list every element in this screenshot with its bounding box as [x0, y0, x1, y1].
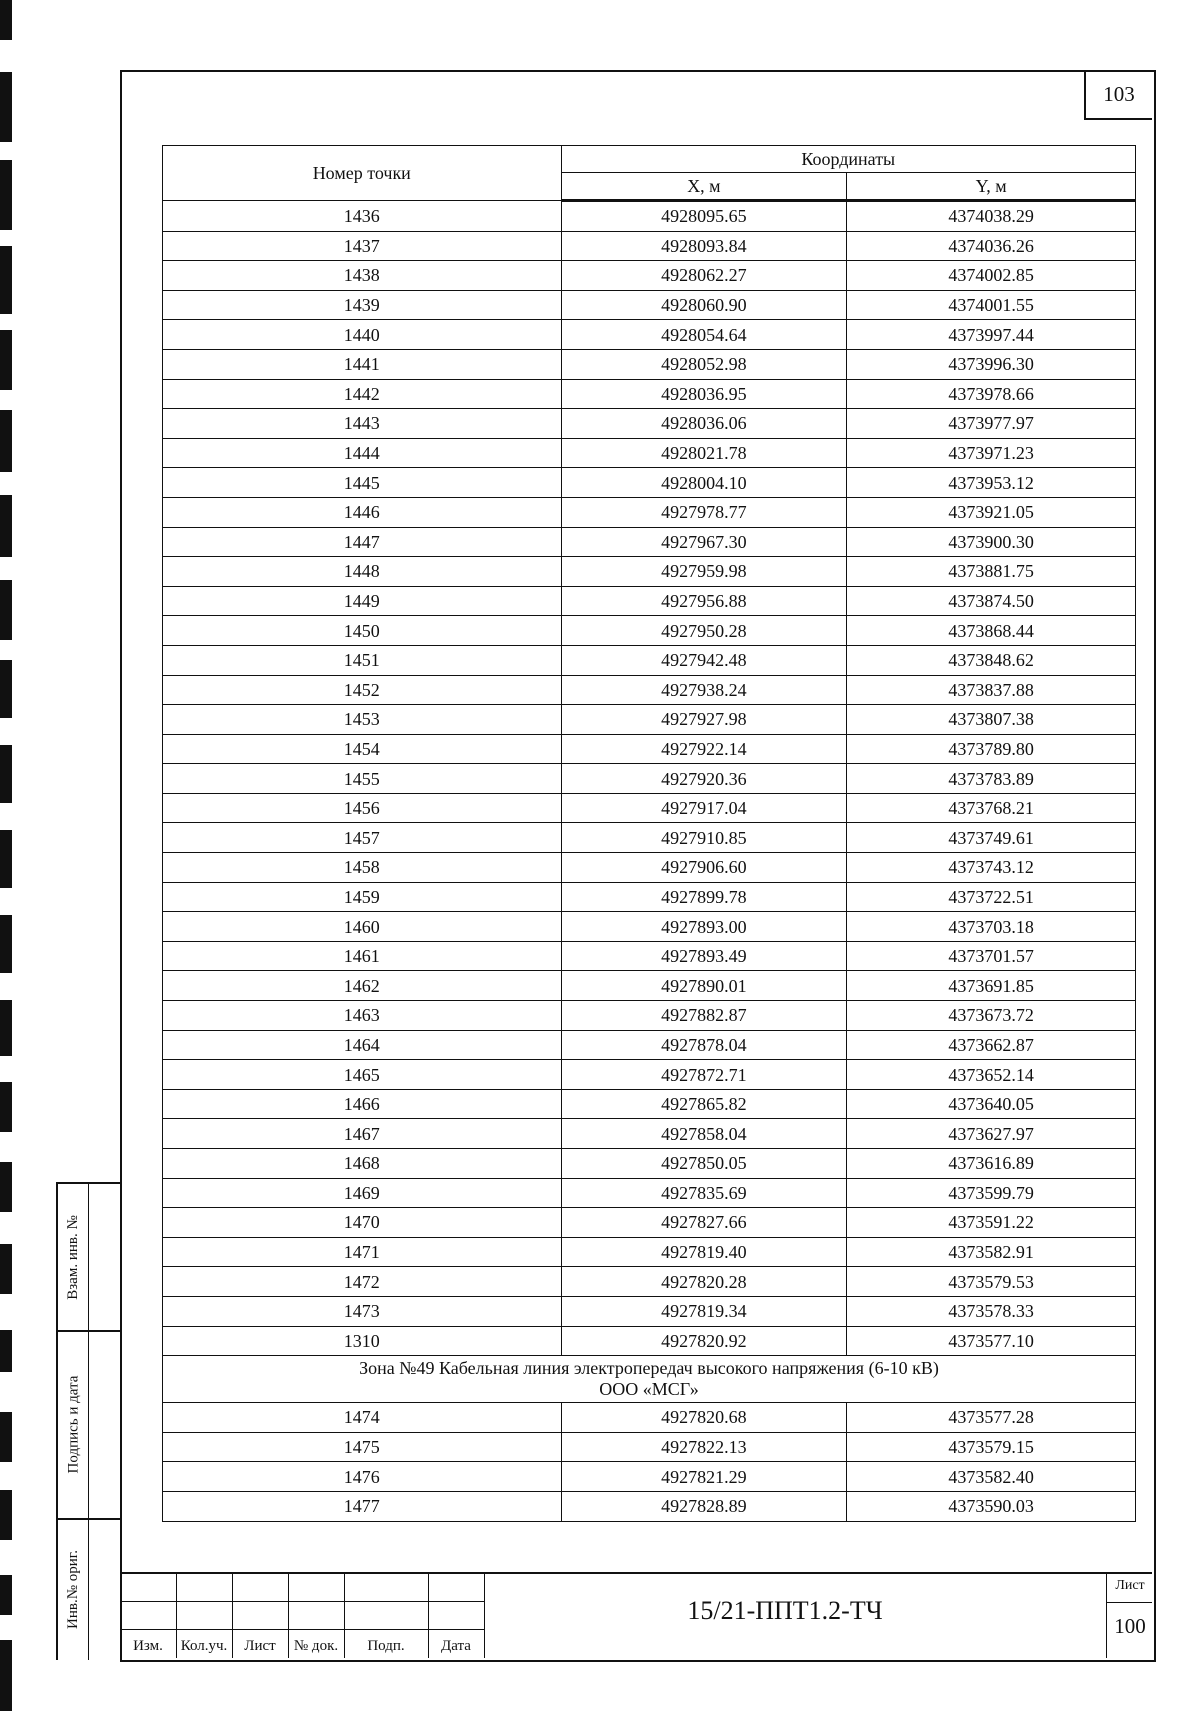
table-row: [163, 882, 1136, 912]
cell-y: 4373921.05: [847, 497, 1136, 527]
page-number-top: 103: [1084, 70, 1152, 120]
side-label-inv-original: Инв.№ ориг.: [65, 1549, 81, 1629]
table-row: [163, 438, 1136, 468]
table-row: [163, 645, 1136, 675]
binder-mark: [0, 160, 12, 230]
cell-x: 4927820.28: [561, 1267, 847, 1297]
binder-mark: [0, 1162, 12, 1212]
table-row: [163, 261, 1136, 291]
cell-point-number: 1455: [163, 764, 562, 794]
cell-point-number: 1440: [163, 320, 562, 350]
cell-point-number: 1446: [163, 497, 562, 527]
cell-y: 4374001.55: [847, 290, 1136, 320]
binder-mark: [0, 1575, 12, 1615]
cell-x: 4928060.90: [561, 290, 847, 320]
cell-y: 4373627.97: [847, 1119, 1136, 1149]
binder-mark: [0, 1490, 12, 1540]
cell-point-number: 1461: [163, 941, 562, 971]
cell-point-number: 1466: [163, 1089, 562, 1119]
cell-y: 4373749.61: [847, 823, 1136, 853]
table-row: [163, 1060, 1136, 1090]
cell-point-number: 1476: [163, 1462, 562, 1492]
cell-x: 4927865.82: [561, 1089, 847, 1119]
cell-point-number: 1459: [163, 882, 562, 912]
table-row: [163, 705, 1136, 735]
cell-point-number: 1462: [163, 971, 562, 1001]
cell-x: 4927893.49: [561, 941, 847, 971]
tb-col-rev: Изм.: [133, 1638, 163, 1654]
cell-y: 4373599.79: [847, 1178, 1136, 1208]
cell-x: 4927827.66: [561, 1208, 847, 1238]
cell-point-number: 1468: [163, 1149, 562, 1179]
cell-x: 4927927.98: [561, 705, 847, 735]
cell-x: 4927950.28: [561, 616, 847, 646]
cell-point-number: 1450: [163, 616, 562, 646]
binder-mark: [0, 660, 12, 718]
binder-mark: [0, 1082, 12, 1132]
cell-point-number: 1458: [163, 853, 562, 883]
cell-y: 4373652.14: [847, 1060, 1136, 1090]
binder-mark: [0, 1412, 12, 1462]
cell-x: 4927938.24: [561, 675, 847, 705]
cell-y: 4373582.40: [847, 1462, 1136, 1492]
zone-owner: ООО «МСГ»: [599, 1379, 699, 1400]
cell-y: 4373577.28: [847, 1403, 1136, 1433]
header-point-number: Номер точки: [163, 146, 562, 201]
cell-x: 4927828.89: [561, 1491, 847, 1521]
cell-point-number: 1469: [163, 1178, 562, 1208]
cell-x: 4927906.60: [561, 853, 847, 883]
cell-x: 4927899.78: [561, 882, 847, 912]
cell-x: 4927893.00: [561, 912, 847, 942]
cell-y: 4373701.57: [847, 941, 1136, 971]
cell-x: 4928054.64: [561, 320, 847, 350]
cell-point-number: 1437: [163, 231, 562, 261]
cell-point-number: 1445: [163, 468, 562, 498]
cell-point-number: 1453: [163, 705, 562, 735]
table-row: [163, 1296, 1136, 1326]
cell-y: 4373577.10: [847, 1326, 1136, 1356]
table-row: [163, 231, 1136, 261]
cell-x: 4927858.04: [561, 1119, 847, 1149]
cell-x: 4927822.13: [561, 1432, 847, 1462]
binder-mark: [0, 330, 12, 390]
cell-y: 4374036.26: [847, 231, 1136, 261]
cell-x: 4927956.88: [561, 586, 847, 616]
cell-point-number: 1449: [163, 586, 562, 616]
table-row: [163, 1149, 1136, 1179]
cell-x: 4928036.95: [561, 379, 847, 409]
cell-x: 4927917.04: [561, 793, 847, 823]
cell-point-number: 1467: [163, 1119, 562, 1149]
table-row: [163, 409, 1136, 439]
cell-x: 4927882.87: [561, 1001, 847, 1031]
table-row: [163, 1491, 1136, 1521]
table-row: [163, 764, 1136, 794]
table-row: [163, 586, 1136, 616]
cell-point-number: 1460: [163, 912, 562, 942]
cell-x: 4927820.68: [561, 1403, 847, 1433]
cell-y: 4373579.15: [847, 1432, 1136, 1462]
binder-mark: [0, 72, 12, 142]
cell-x: 4927821.29: [561, 1462, 847, 1492]
cell-point-number: 1439: [163, 290, 562, 320]
binder-mark: [0, 0, 12, 40]
cell-x: 4928021.78: [561, 438, 847, 468]
cell-point-number: 1457: [163, 823, 562, 853]
title-block: [120, 1572, 1152, 1660]
cell-y: 4373874.50: [847, 586, 1136, 616]
table-row: [163, 823, 1136, 853]
sheet-number: 100: [1114, 1614, 1146, 1638]
table-row: [163, 468, 1136, 498]
cell-point-number: 1473: [163, 1296, 562, 1326]
table-row: [163, 1089, 1136, 1119]
cell-x: 4928062.27: [561, 261, 847, 291]
binder-mark: [0, 1330, 12, 1372]
cell-point-number: 1436: [163, 201, 562, 232]
zone-title: Зона №49 Кабельная линия электропередач высокого напряжения (6-10 кВ): [359, 1358, 939, 1379]
table-row: [163, 290, 1136, 320]
cell-y: 4373743.12: [847, 853, 1136, 883]
cell-y: 4373673.72: [847, 1001, 1136, 1031]
cell-x: 4927820.92: [561, 1326, 847, 1356]
tb-col-signature: Подп.: [367, 1638, 405, 1654]
cell-point-number: 1464: [163, 1030, 562, 1060]
cell-point-number: 1444: [163, 438, 562, 468]
binder-mark: [0, 745, 12, 803]
binder-mark: [0, 410, 12, 472]
cell-x: 4927878.04: [561, 1030, 847, 1060]
table-row: [163, 379, 1136, 409]
cell-y: 4373997.44: [847, 320, 1136, 350]
coordinates-table: [162, 145, 1136, 1522]
cell-y: 4373868.44: [847, 616, 1136, 646]
table-row: [163, 557, 1136, 587]
binder-mark: [0, 1244, 12, 1294]
binder-mark: [0, 580, 12, 640]
cell-point-number: 1447: [163, 527, 562, 557]
table-row: [163, 201, 1136, 232]
table-row: [163, 349, 1136, 379]
document-code: 15/21-ППТ1.2-ТЧ: [687, 1596, 883, 1625]
cell-x: 4927835.69: [561, 1178, 847, 1208]
zone-heading-row: [163, 1356, 1136, 1403]
cell-point-number: 1470: [163, 1208, 562, 1238]
cell-y: 4373616.89: [847, 1149, 1136, 1179]
tb-col-sheet: Лист: [244, 1638, 276, 1654]
binder-mark: [0, 830, 12, 888]
table-row: [163, 734, 1136, 764]
tb-col-date: Дата: [441, 1638, 471, 1654]
cell-y: 4373996.30: [847, 349, 1136, 379]
cell-x: 4927920.36: [561, 764, 847, 794]
table-row: [163, 1462, 1136, 1492]
binder-mark: [0, 495, 12, 557]
cell-y: 4373582.91: [847, 1237, 1136, 1267]
zone-heading: [163, 1356, 1136, 1403]
cell-point-number: 1472: [163, 1267, 562, 1297]
cell-y: 4373703.18: [847, 912, 1136, 942]
table-row: [163, 1432, 1136, 1462]
cell-point-number: 1310: [163, 1326, 562, 1356]
cell-point-number: 1465: [163, 1060, 562, 1090]
cell-y: 4373768.21: [847, 793, 1136, 823]
cell-x: 4928036.06: [561, 409, 847, 439]
side-label-replaced-inv: Взам. инв. №: [65, 1214, 81, 1300]
table-row: [163, 616, 1136, 646]
cell-point-number: 1477: [163, 1491, 562, 1521]
table-row: [163, 1403, 1136, 1433]
cell-point-number: 1475: [163, 1432, 562, 1462]
cell-y: 4373590.03: [847, 1491, 1136, 1521]
cell-y: 4374002.85: [847, 261, 1136, 291]
header-x: X, м: [561, 173, 847, 201]
cell-point-number: 1442: [163, 379, 562, 409]
table-row: [163, 320, 1136, 350]
cell-y: 4373807.38: [847, 705, 1136, 735]
table-row: [163, 793, 1136, 823]
cell-x: 4927942.48: [561, 645, 847, 675]
cell-point-number: 1471: [163, 1237, 562, 1267]
cell-point-number: 1463: [163, 1001, 562, 1031]
cell-x: 4927872.71: [561, 1060, 847, 1090]
cell-x: 4928004.10: [561, 468, 847, 498]
cell-y: 4373640.05: [847, 1089, 1136, 1119]
cell-x: 4927850.05: [561, 1149, 847, 1179]
cell-x: 4927819.34: [561, 1296, 847, 1326]
cell-x: 4927959.98: [561, 557, 847, 587]
table-row: [163, 1030, 1136, 1060]
table-row: [163, 1326, 1136, 1356]
table-row: [163, 1267, 1136, 1297]
cell-point-number: 1474: [163, 1403, 562, 1433]
table-row: [163, 1237, 1136, 1267]
cell-x: 4928095.65: [561, 201, 847, 232]
binder-mark: [0, 915, 12, 973]
binder-mark: [0, 1000, 12, 1056]
cell-y: 4373977.97: [847, 409, 1136, 439]
cell-point-number: 1448: [163, 557, 562, 587]
cell-y: 4373579.53: [847, 1267, 1136, 1297]
table-row: [163, 675, 1136, 705]
cell-y: 4373789.80: [847, 734, 1136, 764]
side-label-signature-date: Подпись и дата: [65, 1375, 82, 1473]
cell-x: 4927819.40: [561, 1237, 847, 1267]
cell-point-number: 1456: [163, 793, 562, 823]
table-row: [163, 497, 1136, 527]
table-row: [163, 941, 1136, 971]
cell-x: 4927967.30: [561, 527, 847, 557]
table-row: [163, 1001, 1136, 1031]
cell-y: 4373662.87: [847, 1030, 1136, 1060]
cell-y: 4373591.22: [847, 1208, 1136, 1238]
cell-point-number: 1454: [163, 734, 562, 764]
table-row: [163, 1119, 1136, 1149]
table-row: [163, 912, 1136, 942]
cell-x: 4928093.84: [561, 231, 847, 261]
cell-y: 4373848.62: [847, 645, 1136, 675]
cell-x: 4927910.85: [561, 823, 847, 853]
header-y: Y, м: [847, 173, 1136, 201]
binder-mark: [0, 246, 12, 314]
cell-point-number: 1452: [163, 675, 562, 705]
table-row: [163, 853, 1136, 883]
cell-y: 4373953.12: [847, 468, 1136, 498]
sheet-label: Лист: [1115, 1578, 1145, 1593]
cell-y: 4373971.23: [847, 438, 1136, 468]
cell-point-number: 1441: [163, 349, 562, 379]
cell-x: 4927890.01: [561, 971, 847, 1001]
side-approval-strip: [56, 1182, 122, 1660]
cell-y: 4373691.85: [847, 971, 1136, 1001]
cell-y: 4373578.33: [847, 1296, 1136, 1326]
cell-y: 4373978.66: [847, 379, 1136, 409]
cell-y: 4373783.89: [847, 764, 1136, 794]
header-coordinates: Координаты: [561, 146, 1135, 173]
cell-point-number: 1438: [163, 261, 562, 291]
cell-point-number: 1443: [163, 409, 562, 439]
cell-x: 4927978.77: [561, 497, 847, 527]
cell-y: 4373881.75: [847, 557, 1136, 587]
table-row: [163, 527, 1136, 557]
cell-y: 4374038.29: [847, 201, 1136, 232]
tb-col-doc-no: № док.: [293, 1638, 339, 1654]
cell-point-number: 1451: [163, 645, 562, 675]
table-row: [163, 1208, 1136, 1238]
cell-y: 4373900.30: [847, 527, 1136, 557]
tb-col-count: Кол.уч.: [180, 1638, 228, 1654]
cell-x: 4927922.14: [561, 734, 847, 764]
cell-x: 4928052.98: [561, 349, 847, 379]
binder-mark: [0, 1640, 12, 1711]
cell-y: 4373722.51: [847, 882, 1136, 912]
table-row: [163, 1178, 1136, 1208]
cell-y: 4373837.88: [847, 675, 1136, 705]
table-row: [163, 971, 1136, 1001]
